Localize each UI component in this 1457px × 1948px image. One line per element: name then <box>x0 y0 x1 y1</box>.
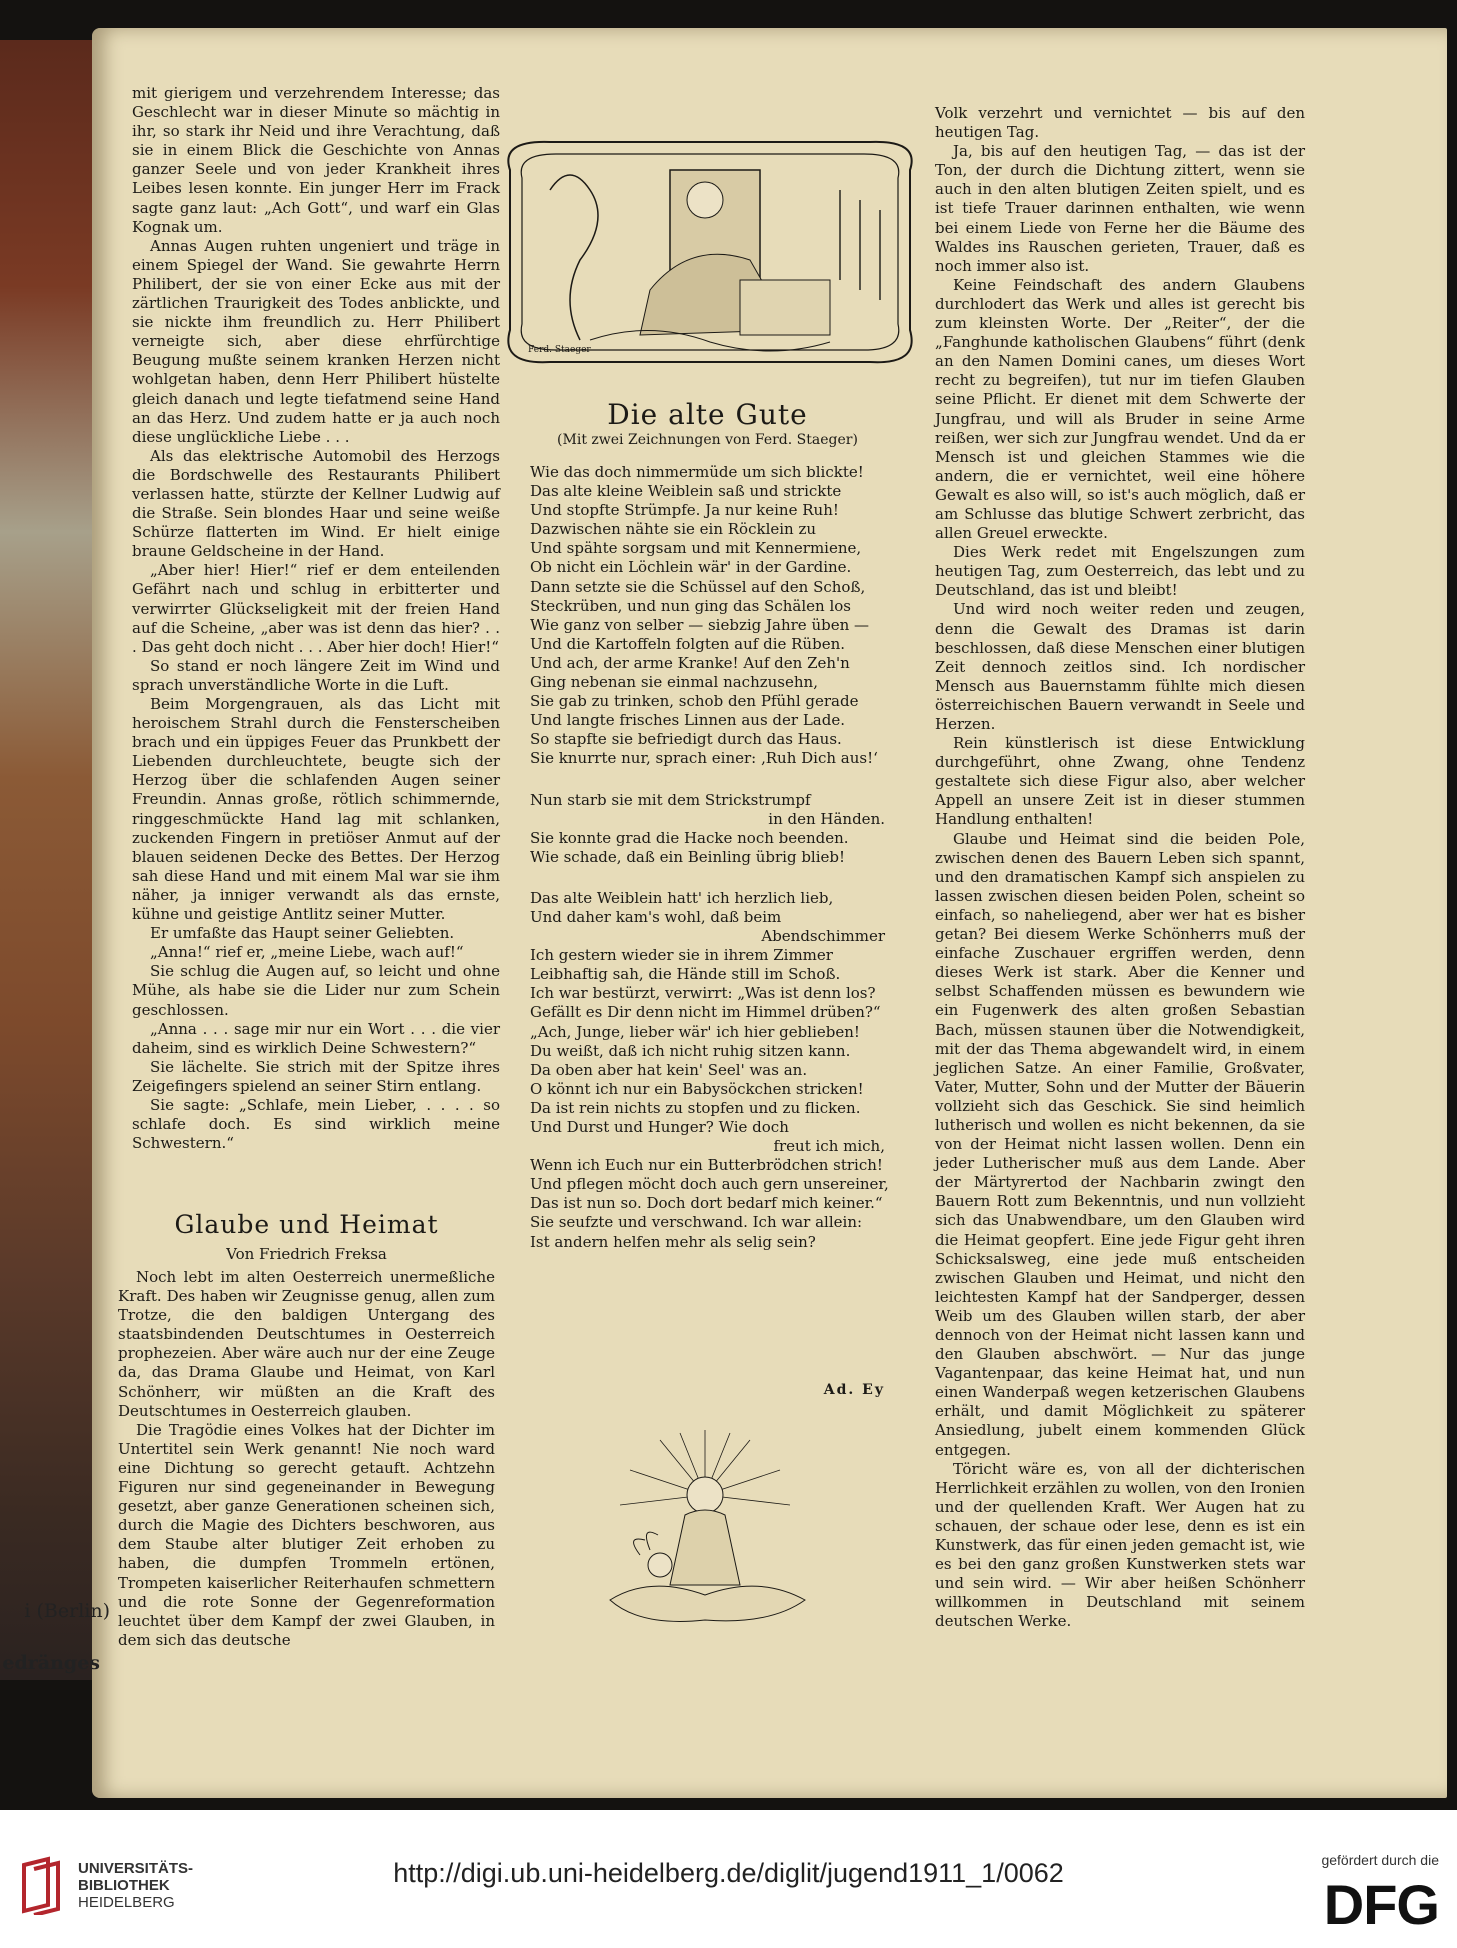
story-paragraph: mit gierigem und verzehrendem Interesse; das Geschlecht war in dieser Minute so mächtig in ihr, so stark ihr Neid und ihre Verachtung, daß sie in einem Blick die Geschichte von Annas ganzer Seele und von jeder Krankheit ihres Leibes lesen konnte. Ein junger Herr im Frack sagte ganz laut: „Ach Gott“, und warf ein Glas Kognak um. <box>132 84 500 236</box>
story-paragraph: Sie lächelte. Sie strich mit der Spitze ihres Zeigefingers spielend an seiner Stirn entlang. <box>132 1057 500 1095</box>
poem-line: Sie knurrte nur, sprach einer: ‚Ruh Dich aus!‘ <box>530 749 878 768</box>
article-paragraph: Dies Werk redet mit Engelszungen zum heutigen Tag, zum Oesterreich, das lebt und zu Deutschland, das ist und bleibt! <box>935 543 1305 600</box>
poem-line: O könnt ich nur ein Babysöckchen stricken! <box>530 1079 864 1098</box>
poem-line: Du weißt, daß ich nicht ruhig sitzen kann. <box>530 1041 851 1060</box>
poem-line: Und Durst und Hunger? Wie doch <box>530 1118 789 1136</box>
article-paragraph: Keine Feindschaft des andern Glaubens durchlodert das Werk und alles ist gerecht bis zum kleinsten Worte. Der „Reiter“, der die „Fanghunde katholischen Glaubens“ führt (denk an den Namen Domini canes, um dieses Wort recht zu begreifen), tut nur im tiefen Glauben seine Pflicht. Er dienet mit dem Schwerte der Jungfrau, und will als Bruder in seine Arme reißen, wer sich zur Jungfrau wendet. Und da er Mensch ist und gleichen Stammes wie die andern, die er vernichtet, weil eine höhere Gewalt es also will, so ist's auch möglich, daß er am Schlusse das blutige Schwert zerbricht, das allen Greuel erweckte. <box>935 275 1305 543</box>
poem-line: Und langte frisches Linnen aus der Lade. <box>530 711 845 730</box>
article-paragraph: Noch lebt im alten Oesterreich unermeßliche Kraft. Des haben wir Zeugnisse genug, allen zum Trotze, die den baldigen Untergang des staatsbindenden Deutschtumes in Oesterreich prophezeien. Aber wäre auch nur der eine Zeuge da, das Drama Glaube und Heimat, von Karl Schönherr, wir müßten an die Kraft des Deutschtumes in Oesterreich glauben. <box>118 1268 495 1420</box>
story-column <box>132 84 500 1153</box>
poem-line: Das alte Weiblein hatt' ich herzlich lieb, <box>530 888 834 907</box>
story-paragraph: Er umfaßte das Haupt seiner Geliebten. <box>150 924 455 943</box>
article-column-2 <box>935 104 1305 1632</box>
poem-line: Dann setzte sie die Schüssel auf den Schoß, <box>530 577 866 596</box>
angel-vignette-illustration <box>590 1425 820 1635</box>
poem-line: Und spähte sorgsam und mit Kennermiene, <box>530 539 862 558</box>
poem-line: Sie konnte grad die Hacke noch beenden. <box>530 828 849 847</box>
article-paragraph: Ja, bis auf den heutigen Tag, — das ist der Ton, der durch die Dichtung zittert, wenn sie auch in den alten blutigen Zeiten spielt, und es ist tiefe Trauer darinnen enthalten, wie wenn bei einem Liede von Ferne her die Bäume des Waldes ins Rauschen gerieten, Trauer, daß es noch immer also ist. <box>935 142 1305 275</box>
poem-line: Wie ganz von selber — siebzig Jahre üben — <box>530 615 870 634</box>
poem-line: Da ist rein nichts zu stopfen und zu flicken. <box>530 1098 861 1117</box>
painting-caption-2: edränges <box>2 1652 100 1674</box>
poem-subtitle: (Mit zwei Zeichnungen von Ferd. Staeger) <box>557 432 858 448</box>
poem-stanza <box>530 463 885 769</box>
poem-line: Und die Kartoffeln folgten auf die Rüben. <box>530 634 845 653</box>
article-title: Glaube und Heimat <box>174 1210 439 1239</box>
article-paragraph: Töricht wäre es, von all der dichterischen Herrlichkeit erzählen zu wollen, von den Ironien und der quellenden Kraft. Wer Augen hat zu schauen, der schaue oder lese, denn es ist ein Kunstwerk, das für einen jeden gemacht ist, wie es bei den ganz großen Kunstwerken stets war und sein wird. — Wir aber heißen Schönherr willkommen in Deutschland mit seinem deutschen Werke. <box>935 1459 1306 1631</box>
poem-line: Ob nicht ein Löchlein wär' in der Gardine. <box>530 558 852 577</box>
poem-line: „Ach, Junge, lieber wär' ich hier geblieben! <box>530 1022 860 1041</box>
poem-line: Da oben aber hat kein' Seel' was an. <box>530 1060 808 1079</box>
poem-line: Sie gab zu trinken, schob den Pfühl gerade <box>530 692 859 711</box>
poem-author: Ad. Ey <box>823 1382 885 1398</box>
story-paragraph: Sie schlug die Augen auf, so leicht und ohne Mühe, als habe sie die Lider nur zum Schein geschlossen. <box>132 962 500 1019</box>
poem-body <box>530 463 889 1274</box>
permalink-url[interactable]: http://digi.ub.uni-heidelberg.de/diglit/jugend1911_1/0062 <box>393 1858 1064 1888</box>
poem-line: Das alte kleine Weiblein saß und strickte <box>530 482 842 501</box>
poem-stanza <box>530 791 885 867</box>
article-paragraph: Rein künstlerisch ist diese Entwicklung durchgeführt, ohne Zwang, ohne Tendenz gestaltete sich diese Figur also, aber welcher Appell an unsere Zeit ist in dieser stummen Handlung enthalten! <box>935 734 1305 829</box>
article-paragraph: Volk verzehrt und vernichtet — bis auf den heutigen Tag. <box>935 104 1305 142</box>
poem-line: Dazwischen nähte sie ein Röcklein zu <box>530 520 817 539</box>
article-byline: Von Friedrich Freksa <box>226 1245 387 1263</box>
story-paragraph: Als das elektrische Automobil des Herzogs die Bordschwelle des Restaurants Philibert verlassen hatte, stürzte der Kellner Ludwig auf die Straße. Sein blondes Haar und seine weiße Schürze flatterten im Wind. Er hielt einige braune Geldscheine in der Hand. <box>132 446 500 561</box>
library-line-1: UNIVERSITÄTS- <box>78 1860 194 1877</box>
article-column-1 <box>118 1268 495 1650</box>
poem-line: Ich war bestürzt, verwirrt: „Was ist denn los? <box>530 984 876 1003</box>
poem-title: Die alte Gute <box>607 398 808 431</box>
poem-line: Wie das doch nimmermüde um sich blickte! <box>530 463 864 481</box>
poem-line: Ich gestern wieder sie in ihrem Zimmer <box>530 946 833 965</box>
poem-line: Nun starb sie mit dem Strickstrumpf <box>530 790 811 809</box>
painting-caption: i (Berlin) <box>24 1600 110 1622</box>
poem-line: Steckrüben, und nun ging das Schälen los <box>530 596 851 615</box>
article-paragraph: Glaube und Heimat sind die beiden Pole, zwischen denen des Bauern Leben sich spannt, und den dramatischen Kampf sich anspielen zu lassen zwischen diesen beiden Polen, scheint so einfach, so naheliegend, aber wer hat es bisher getan? Bei diesem Werke Schönherrs muß der einfache Zuschauer ergriffen werden, denn dieses Werk ist stark. Aber die Kenner und selbst Schaffenden müssen es bewundern wie ein Fugenwerk des alten großen Sebastian Bach, müssen staunen über die Notwendigkeit, mit der das Thema abgewandelt wird, in einem jeglichen Satze. An einer Familie, Großvater, Vater, Mutter, Sohn und der Mutter der Bäuerin vollzieht sich das Geschick. Sie sind heimlich lutherisch und wollen es nicht bekennen, da sie von der Heimat nicht lassen wollen. Denn ein jeder Lutherischer muß aus dem Lande. Aber der Märtyrertod der Nachbarin zwingt den Bauern Rott zum Bekenntnis, und nun vollzieht sich das Unabwendbare, um den Glauben wird die Heimat geopfert. Eine jede Figur geht ihren Schicksalsweg, eine jede muß entscheiden zwischen Glauben und Heimat, und nicht den leichtesten Kampf hat der Sandperger, dessen Weib um des Glauben willen starb, der aber dennoch von der Heimat nicht lassen kann und den Glauben abschwört. — Nur das junge Vagantenpaar, das keine Heimat hat, und nun einen Wanderpaß wegen ketzerischen Glaubens erhält, und damit Möglichkeit zu späterer Ansiedlung, jubelt einem kommenden Glück entgegen. <box>935 829 1305 1459</box>
poem-line: Das ist nun so. Doch dort bedarf mich keiner.“ <box>530 1194 883 1213</box>
poem-line: Gefällt es Dir denn nicht im Himmel drüben?“ <box>530 1003 881 1022</box>
story-paragraph: „Anna!“ rief er, „meine Liebe, wach auf!“ <box>150 943 464 962</box>
poem-line: in den Händen. <box>768 809 885 828</box>
poem-stanza <box>530 888 889 1252</box>
poem-line: Leibhaftig sah, die Hände still im Schoß. <box>530 965 841 984</box>
poem-line: Wie schade, daß ein Beinling übrig blieb! <box>530 847 846 866</box>
illustration-signature: Ferd. Staeger <box>528 345 591 355</box>
poem-line: Und daher kam's wohl, daß beim <box>530 907 782 926</box>
poem-line: Ist andern helfen mehr als selig sein? <box>530 1232 816 1251</box>
poem-line: Und ach, der arme Kranke! Auf den Zeh'n <box>530 653 850 672</box>
story-paragraph: Sie sagte: „Schlafe, mein Lieber, . . . . so schlafe doch. Es sind wirklich meine Schwestern.“ <box>132 1095 500 1153</box>
dfg-supported-label: gefördert durch die <box>1321 1852 1439 1868</box>
poem-line: Wenn ich Euch nur ein Butterbrödchen strich! <box>530 1156 883 1175</box>
article-paragraph: Und wird noch weiter reden und zeugen, denn die Gewalt des Dramas ist darin beschlossen, daß diese Menschen einer blutigen Zeit dennoch zeitlos sind. Ich nordischer Mensch aus Bauernstamm fühlte mich diesen österreichischen Bauern verwandt in Seele und Herzen. <box>935 600 1305 733</box>
poem-line: So stapfte sie befriedigt durch das Haus. <box>530 730 842 749</box>
story-paragraph: So stand er noch längere Zeit im Wind und sprach unverständliche Worte in die Luft. <box>132 656 500 694</box>
old-woman-sewing-illustration <box>490 130 930 375</box>
poem-line: freut ich mich, <box>773 1137 885 1156</box>
poem-line: Sie seufzte und verschwand. Ich war allein: <box>530 1213 863 1232</box>
dfg-logo[interactable]: DFG <box>1323 1873 1439 1936</box>
story-paragraph: Annas Augen ruhten ungeniert und träge in einem Spiegel der Wand. Sie gewahrte Herrn Philibert, der sie von einer Ecke aus mit der zärtlichen Traurigkeit des Todes anblickte, und sie nickte ihm freundlich zu. Herr Philibert verneigte sich, aber diese ehrfürchtige Beugung mußte seinem kranken Herzen nicht wohlgetan haben, denn Herr Philibert hüstelte gleich danach und legte tiefatmend seine Hand an das Herz. Und zudem hatte er ja auch noch diese unglückliche Liebe . . . <box>132 236 500 446</box>
story-paragraph: Beim Morgengrauen, als das Licht mit heroischem Strahl durch die Fensterscheiben brach und ein üppiges Feuer das Prunkbett der Liebenden durchleuchtete, beugte sich der Herzog über die schlafenden Augen seiner Freundin. Annas große, rötlich schimmernde, ringgeschmückte Hand lag mit schlanken, zuckenden Fingern in pretiöser Anmut auf der blauen seidenen Decke des Bettes. Der Herzog sah diese Hand und mit einem Mal war sie ihm näher, ja inniger verwandt als das ernste, kühne und geistige Antlitz seiner Mutter. <box>132 695 500 924</box>
library-line-3: HEIDELBERG <box>78 1894 175 1911</box>
story-paragraph: „Anna . . . sage mir nur ein Wort . . . die vier daheim, sind es wirklich Deine Schwestern?“ <box>132 1019 500 1057</box>
poem-line: Und stopfte Strümpfe. Ja nur keine Ruh! <box>530 501 839 520</box>
article-paragraph: Die Tragödie eines Volkes hat der Dichter im Untertitel sein Werk genannt! Nie noch ward eine Dichtung so gerecht getauft. Achtzehn Figuren nur sind gegeneinander in Bewegung gesetzt, aber ganze Generationen scheinen sich, durch die Magie des Dichters beschworen, aus dem Staube alter blutiger Zeit erhoben zu haben, die dumpfen Trommeln ertönen, Trompeten kaiserlicher Reiterhaufen schmettern und die rote Sonne der Gegenreformation leuchtet über dem Kampf der zwei Glauben, in dem sich das deutsche <box>118 1420 495 1649</box>
library-line-2: BIBLIOTHEK <box>78 1877 170 1894</box>
poem-line: Ging nebenan sie einmal nachzusehn, <box>530 673 818 692</box>
story-paragraph: „Aber hier! Hier!“ rief er dem enteilenden Gefährt nach und schlug in erbitterter und verwirrter Glückseligkeit mit der freien Hand auf die Scheine, „aber was ist denn das hier? . . . Das geht doch nicht . . . Aber hier doch! Hier!“ <box>132 561 500 656</box>
poem-line: Und pflegen möcht doch auch gern unsereiner, <box>530 1175 889 1194</box>
poem-line: Abendschimmer <box>761 927 885 946</box>
